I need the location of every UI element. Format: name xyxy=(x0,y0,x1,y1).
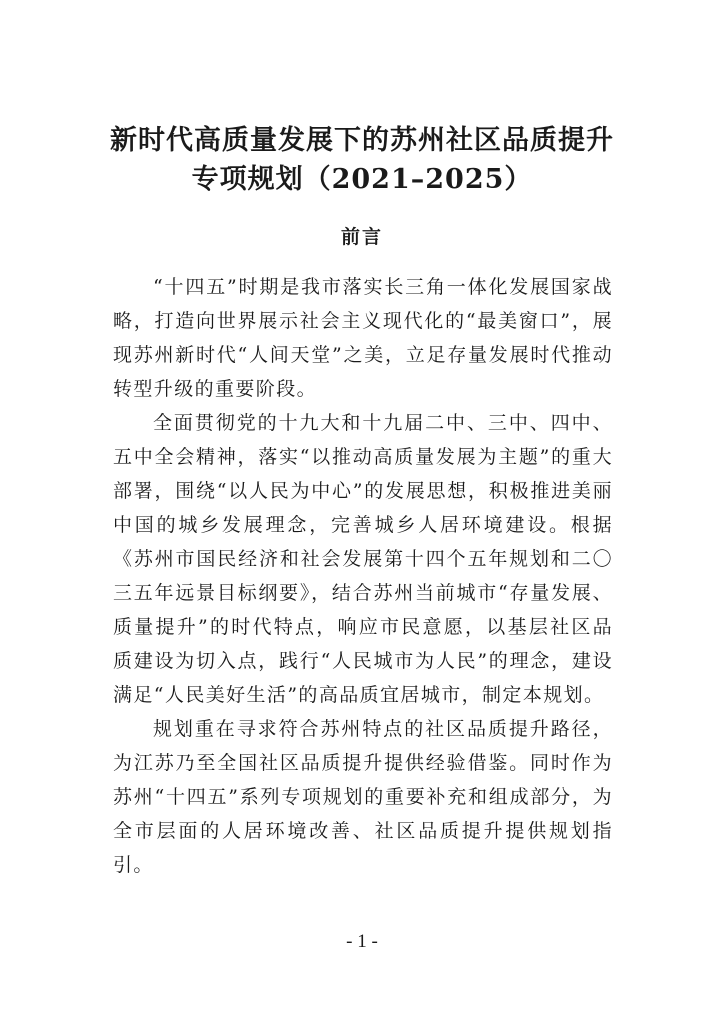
body-text xyxy=(113,270,613,882)
paragraph-3: 规划重在寻求符合苏州特点的社区品质提升路径，为江苏乃至全国社区品质提升提供经验借鉴。同时作为苏州“十四五”系列专项规划的重要补充和组成部分，为全市层面的人居环境改善、社区品质提升提供规划指引。 xyxy=(113,718,613,876)
page-number: - 1 - xyxy=(346,931,378,952)
document-title-line-1: 新时代高质量发展下的苏州社区品质提升 xyxy=(110,125,614,156)
paragraph-2: 全面贯彻党的十九大和十九届二中、三中、四中、五中全会精神，落实“以推动高质量发展为主题”的重大部署，围绕“以人民为中心”的发展思想，积极推进美丽中国的城乡发展理念，完善城乡人居环境建设。根据《苏州市国民经济和社会发展第十四个五年规划和二〇三五年远景目标纲要》，结合苏州当前城市“存量发展、质量提升”的时代特点，响应市民意愿，以基层社区品质建设为切入点，践行“人民城市为人民”的理念，建设满足“人民美好生活”的高品质宜居城市，制定本规划。 xyxy=(113,412,613,706)
document-title-line-2: 专项规划（2021–2025） xyxy=(191,164,533,195)
section-heading-preface: 前言 xyxy=(340,226,383,248)
paragraph-1: “十四五”时期是我市落实长三角一体化发展国家战略，打造向世界展示社会主义现代化的“最美窗口”，展现苏州新时代“人间天堂”之美，立足存量发展时代推动转型升级的重要阶段。 xyxy=(113,276,613,400)
